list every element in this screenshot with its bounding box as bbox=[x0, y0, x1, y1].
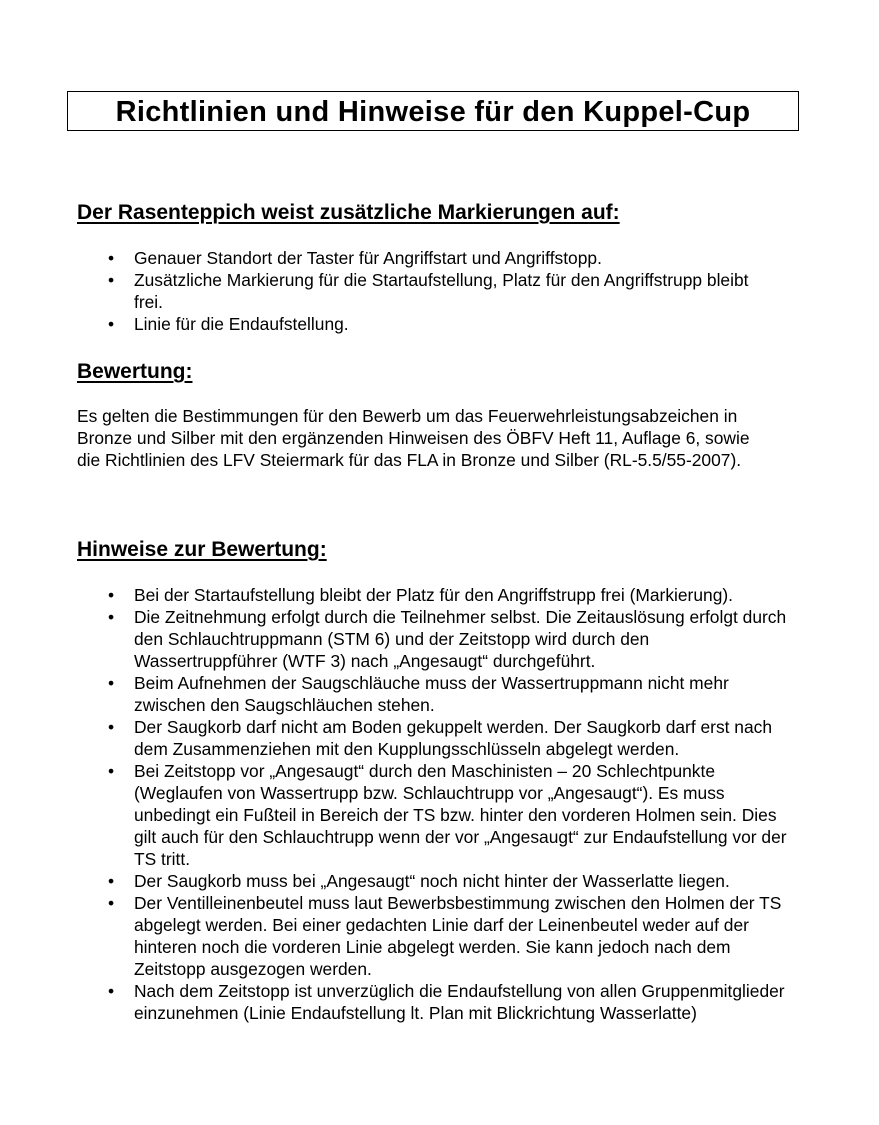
bullet-icon: • bbox=[108, 893, 115, 913]
bullet-icon: • bbox=[108, 981, 115, 1001]
bullet-icon: • bbox=[108, 314, 115, 334]
heading-markierungen: Der Rasenteppich weist zusätzliche Markierungen auf: bbox=[77, 201, 620, 224]
markierungen-list bbox=[77, 247, 767, 335]
list-item: • Der Saugkorb muss bei „Angesaugt“ noch nicht hinter der Wasserlatte liegen. bbox=[108, 871, 730, 891]
list-item: • Der Saugkorb darf nicht am Boden gekuppelt werden. Der Saugkorb darf erst nach dem Zusammenziehen mit den Kupplungsschlüsseln abgelegt werden. bbox=[108, 717, 773, 759]
list-item: • Der Ventilleinenbeutel muss laut Bewerbsbestimmung zwischen den Holmen der TS abgelegt werden. Bei einer gedachten Linie darf der Leinenbeutel weder auf der hinteren noch die vorderen Linie abgelegt werden. Sie kann jedoch nach dem Zeitstopp ausgezogen werden. bbox=[108, 893, 782, 979]
bullet-icon: • bbox=[108, 761, 115, 781]
bullet-icon: • bbox=[108, 607, 115, 627]
page-title: Richtlinien und Hinweise für den Kuppel-Cup bbox=[67, 91, 799, 131]
bullet-icon: • bbox=[108, 270, 115, 290]
bewertung-paragraph: Es gelten die Bestimmungen für den Bewerb um das Feuerwehrleistungsabzeichen in Bronze und Silber mit den ergänzenden Hinweisen des ÖBFV Heft 11, Auflage 6, sowie die Richtlinien des LFV Steiermark für das FLA in Bronze und Silber (RL-5.5/55-2007). bbox=[77, 406, 750, 470]
list-item: • Nach dem Zeitstopp ist unverzüglich die Endaufstellung von allen Gruppenmitglieder einzunehmen (Linie Endaufstellung lt. Plan mit Blickrichtung Wasserlatte) bbox=[108, 981, 785, 1023]
list-item: • Zusätzliche Markierung für die Startaufstellung, Platz für den Angriffstrupp bleibt frei. bbox=[108, 270, 749, 312]
list-item: • Bei Zeitstopp vor „Angesaugt“ durch den Maschinisten – 20 Schlechtpunkte (Weglaufen von Wassertrupp bzw. Schlauchtrupp vor „Angesaugt“). Es muss unbedingt ein Fußteil in Bereich der TS bzw. hinter den vorderen Holmen sein. Dies gilt auch für den Schlauchtrupp wenn der vor „Angesaugt“ zur Endaufstellung vor der TS tritt. bbox=[108, 761, 787, 869]
heading-hinweise: Hinweise zur Bewertung: bbox=[77, 538, 327, 561]
bullet-icon: • bbox=[108, 717, 115, 737]
bullet-icon: • bbox=[108, 871, 115, 891]
list-item: • Beim Aufnehmen der Saugschläuche muss der Wassertruppmann nicht mehr zwischen den Saugschläuchen stehen. bbox=[108, 673, 729, 715]
bullet-icon: • bbox=[108, 585, 115, 605]
hinweise-list bbox=[77, 584, 797, 1024]
list-item: • Linie für die Endaufstellung. bbox=[108, 314, 349, 334]
list-item: • Bei der Startaufstellung bleibt der Platz für den Angriffstrupp frei (Markierung). bbox=[108, 585, 733, 605]
heading-bewertung: Bewertung: bbox=[77, 360, 193, 383]
bullet-icon: • bbox=[108, 673, 115, 693]
list-item: • Genauer Standort der Taster für Angriffstart und Angriffstopp. bbox=[108, 248, 602, 268]
bullet-icon: • bbox=[108, 248, 115, 268]
list-item: • Die Zeitnehmung erfolgt durch die Teilnehmer selbst. Die Zeitauslösung erfolgt durch den Schlauchtruppmann (STM 6) und der Zeitstopp wird durch den Wassertruppführer (WTF 3) nach „Angesaugt“ durchgeführt. bbox=[108, 607, 787, 671]
